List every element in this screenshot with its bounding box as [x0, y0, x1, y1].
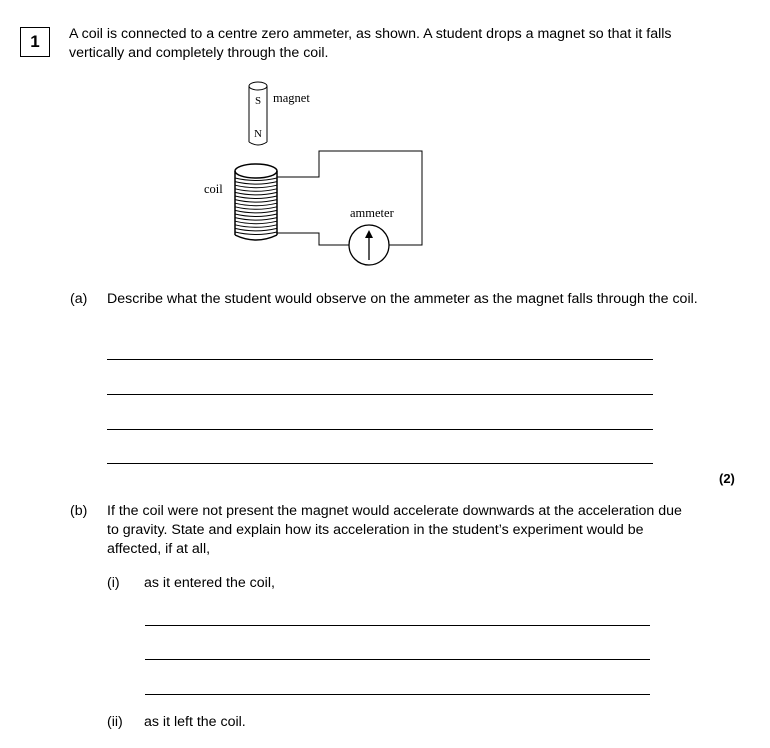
part-b-text: If the coil were not present the magnet would accelerate downwards at the acceleration due to gravity. State and explain how its acceleration in the student’s experiment would be affected, if at all,: [107, 503, 682, 557]
magnet-pole-s: S: [255, 95, 262, 107]
coil-turn: [235, 228, 277, 231]
coil-turn: [235, 207, 277, 210]
magnet-pole-n: N: [254, 128, 262, 140]
answer-line-a1[interactable]: [107, 359, 653, 360]
coil-label: coil: [204, 182, 223, 196]
answer-line-bi3[interactable]: [145, 694, 650, 695]
ammeter-label: ammeter: [350, 206, 394, 220]
part-b-ii-label: (ii): [107, 714, 123, 730]
coil-turn: [235, 189, 277, 192]
part-a-marks: (2): [719, 471, 735, 486]
part-b-label: (b): [70, 503, 88, 519]
part-a-text: Describe what the student would observe on the ammeter as the magnet falls through the coil.: [107, 291, 698, 307]
coil-turn: [235, 196, 277, 199]
coil-turn: [235, 218, 277, 221]
coil-turn: [235, 200, 277, 203]
coil-turn: [235, 185, 277, 188]
part-a-label: (a): [70, 291, 88, 307]
answer-line-a3[interactable]: [107, 429, 653, 430]
part-b-ii-text: as it left the coil.: [144, 714, 246, 730]
circuit-wires: [277, 151, 422, 245]
part-b-i-text: as it entered the coil,: [144, 575, 275, 591]
coil-turn: [235, 203, 277, 206]
question-intro: A coil is connected to a centre zero ammeter, as shown. A student drops a magnet so that it falls vertically and completely through the coil.: [69, 26, 672, 61]
coil-turn: [235, 221, 277, 224]
coil-turn: [235, 232, 277, 235]
ammeter: [349, 225, 389, 265]
magnet-label: magnet: [273, 91, 310, 105]
coil-turn: [235, 214, 277, 217]
answer-line-bi2[interactable]: [145, 659, 650, 660]
question-number: 1: [30, 32, 40, 51]
coil-turn: [235, 225, 277, 228]
coil-magnet-diagram: [195, 75, 435, 275]
answer-line-a4[interactable]: [107, 463, 653, 464]
coil-turn: [235, 210, 277, 213]
magnet: [249, 82, 267, 145]
coil-turn: [235, 192, 277, 195]
question-number-box: [20, 27, 50, 57]
answer-line-bi1[interactable]: [145, 625, 650, 626]
part-b-i-label: (i): [107, 575, 120, 591]
answer-line-a2[interactable]: [107, 394, 653, 395]
coil-turn: [235, 182, 277, 185]
coil: [235, 164, 277, 240]
